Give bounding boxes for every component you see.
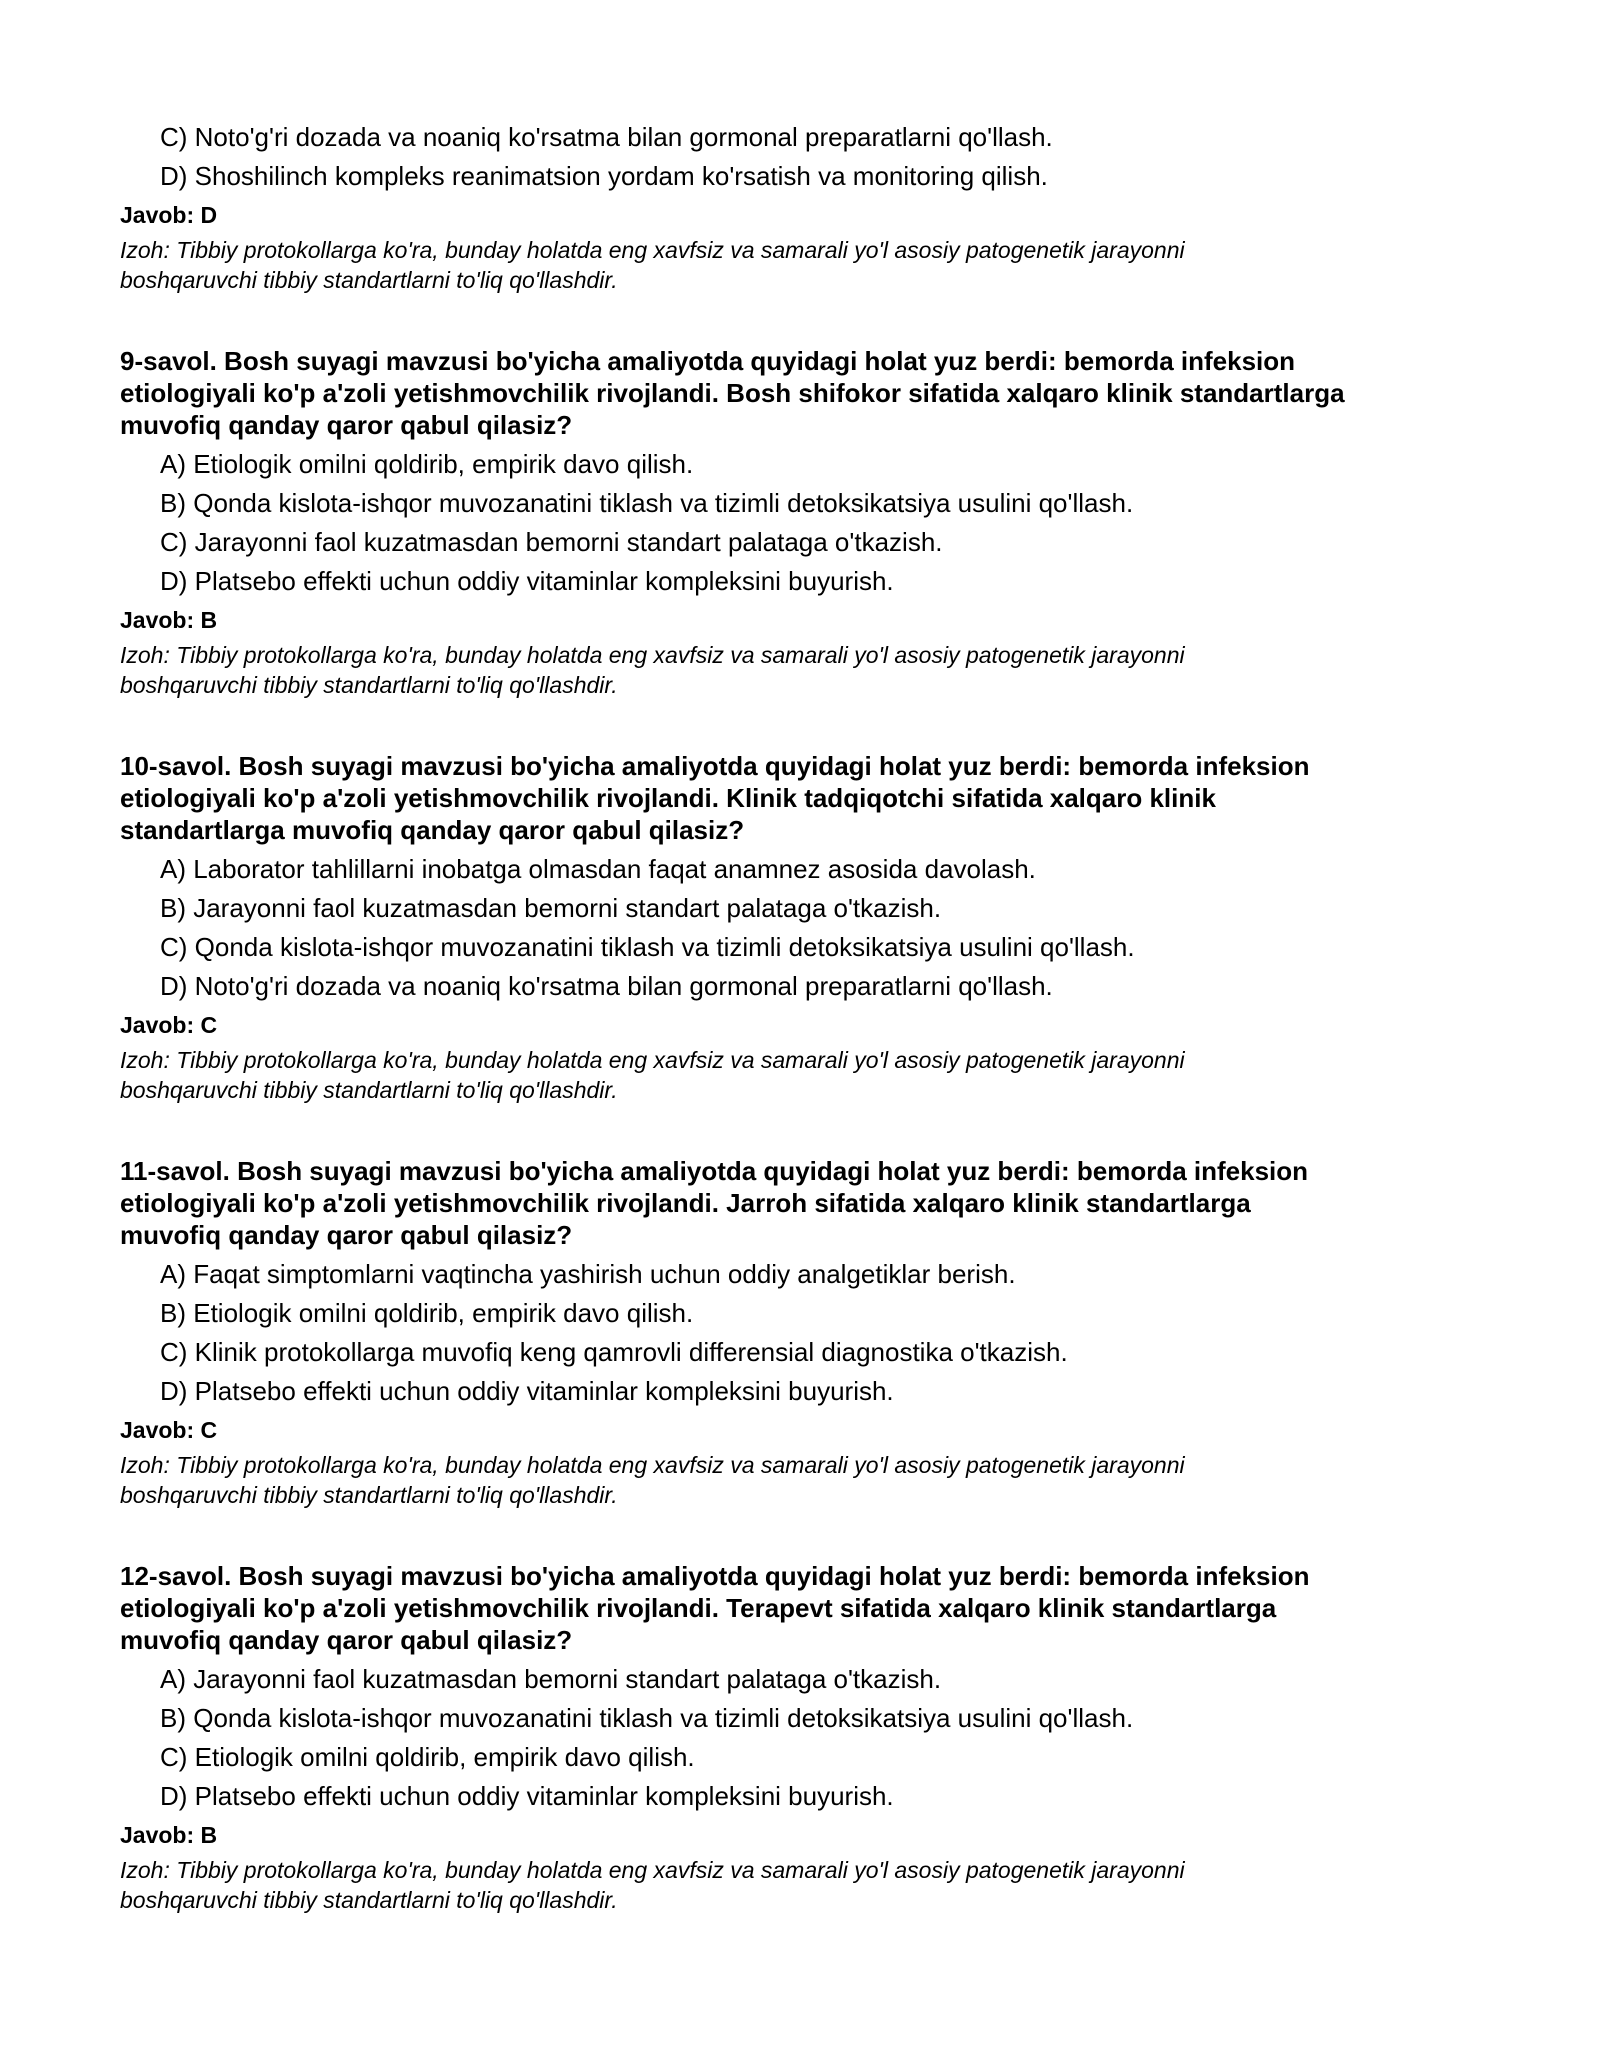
question-line: muvofiq qanday qaror qabul qilasiz? <box>120 1625 573 1655</box>
question-line: 9-savol. Bosh suyagi mavzusi bo'yicha amaliyotda quyidagi holat yuz berdi: bemorda infeksion <box>120 346 1296 376</box>
explanation <box>120 1855 1490 1915</box>
option-a: A) Faqat simptomlarni vaqtincha yashirish uchun oddiy analgetiklar berish. <box>160 1259 1016 1289</box>
question-text <box>120 1155 1490 1251</box>
question-9 <box>120 345 1490 700</box>
explanation-line: Izoh: Tibbiy protokollarga ko'ra, bunday holatda eng xavfsiz va samarali yo'l asosiy patogenetik jarayonni <box>120 237 1185 263</box>
option-a: A) Etiologik omilni qoldirib, empirik davo qilish. <box>160 449 694 479</box>
answer: Javob: D <box>120 202 218 228</box>
question-line: etiologiyali ko'p a'zoli yetishmovchilik rivojlandi. Klinik tadqiqotchi sifatida xalqaro klinik <box>120 783 1216 813</box>
question-8-continuation <box>120 118 1490 295</box>
question-line: 11-savol. Bosh suyagi mavzusi bo'yicha amaliyotda quyidagi holat yuz berdi: bemorda infeksion <box>120 1156 1309 1186</box>
option-b: B) Jarayonni faol kuzatmasdan bemorni standart palataga o'tkazish. <box>160 893 942 923</box>
question-line: muvofiq qanday qaror qabul qilasiz? <box>120 410 573 440</box>
explanation-line: boshqaruvchi tibbiy standartlarni to'liq qo'llashdir. <box>120 1482 618 1508</box>
option-c: C) Klinik protokollarga muvofiq keng qamrovli differensial diagnostika o'tkazish. <box>160 1337 1068 1367</box>
answer: Javob: C <box>120 1012 218 1038</box>
question-line: etiologiyali ko'p a'zoli yetishmovchilik rivojlandi. Jarroh sifatida xalqaro klinik standartlarga <box>120 1188 1251 1218</box>
option-b: B) Etiologik omilni qoldirib, empirik davo qilish. <box>160 1298 694 1328</box>
answer: Javob: B <box>120 607 218 633</box>
option-a: A) Laborator tahlillarni inobatga olmasdan faqat anamnez asosida davolash. <box>160 854 1036 884</box>
option-c: C) Noto'g'ri dozada va noaniq ko'rsatma bilan gormonal preparatlarni qo'llash. <box>160 122 1053 152</box>
question-12 <box>120 1560 1490 1915</box>
document-page <box>120 118 1490 1915</box>
explanation-line: Izoh: Tibbiy protokollarga ko'ra, bunday holatda eng xavfsiz va samarali yo'l asosiy patogenetik jarayonni <box>120 1047 1185 1073</box>
explanation <box>120 235 1490 295</box>
explanation <box>120 1450 1490 1510</box>
explanation-line: boshqaruvchi tibbiy standartlarni to'liq qo'llashdir. <box>120 672 618 698</box>
explanation <box>120 1045 1490 1105</box>
option-c: C) Qonda kislota-ishqor muvozanatini tiklash va tizimli detoksikatsiya usulini qo'llash. <box>160 932 1135 962</box>
question-10 <box>120 750 1490 1105</box>
option-c: C) Etiologik omilni qoldirib, empirik davo qilish. <box>160 1742 695 1772</box>
question-line: 10-savol. Bosh suyagi mavzusi bo'yicha amaliyotda quyidagi holat yuz berdi: bemorda infeksion <box>120 751 1310 781</box>
answer: Javob: C <box>120 1417 218 1443</box>
option-b: B) Qonda kislota-ishqor muvozanatini tiklash va tizimli detoksikatsiya usulini qo'llash. <box>160 488 1134 518</box>
explanation-line: Izoh: Tibbiy protokollarga ko'ra, bunday holatda eng xavfsiz va samarali yo'l asosiy patogenetik jarayonni <box>120 642 1185 668</box>
question-line: etiologiyali ko'p a'zoli yetishmovchilik rivojlandi. Bosh shifokor sifatida xalqaro klinik standartlarga <box>120 378 1345 408</box>
option-d: D) Shoshilinch kompleks reanimatsion yordam ko'rsatish va monitoring qilish. <box>160 161 1048 191</box>
question-text <box>120 1560 1490 1656</box>
answer: Javob: B <box>120 1822 218 1848</box>
option-d: D) Noto'g'ri dozada va noaniq ko'rsatma bilan gormonal preparatlarni qo'llash. <box>160 971 1053 1001</box>
question-line: 12-savol. Bosh suyagi mavzusi bo'yicha amaliyotda quyidagi holat yuz berdi: bemorda infeksion <box>120 1561 1310 1591</box>
question-line: etiologiyali ko'p a'zoli yetishmovchilik rivojlandi. Terapevt sifatida xalqaro klinik standartlarga <box>120 1593 1277 1623</box>
explanation-line: boshqaruvchi tibbiy standartlarni to'liq qo'llashdir. <box>120 1077 618 1103</box>
question-text <box>120 345 1490 441</box>
option-d: D) Platsebo effekti uchun oddiy vitaminlar kompleksini buyurish. <box>160 1781 894 1811</box>
question-line: muvofiq qanday qaror qabul qilasiz? <box>120 1220 573 1250</box>
option-a: A) Jarayonni faol kuzatmasdan bemorni standart palataga o'tkazish. <box>160 1664 942 1694</box>
explanation-line: boshqaruvchi tibbiy standartlarni to'liq qo'llashdir. <box>120 1887 618 1913</box>
option-c: C) Jarayonni faol kuzatmasdan bemorni standart palataga o'tkazish. <box>160 527 943 557</box>
explanation-line: Izoh: Tibbiy protokollarga ko'ra, bunday holatda eng xavfsiz va samarali yo'l asosiy patogenetik jarayonni <box>120 1452 1185 1478</box>
explanation <box>120 640 1490 700</box>
option-d: D) Platsebo effekti uchun oddiy vitaminlar kompleksini buyurish. <box>160 1376 894 1406</box>
option-b: B) Qonda kislota-ishqor muvozanatini tiklash va tizimli detoksikatsiya usulini qo'llash. <box>160 1703 1134 1733</box>
question-text <box>120 750 1490 846</box>
question-11 <box>120 1155 1490 1510</box>
question-line: standartlarga muvofiq qanday qaror qabul qilasiz? <box>120 815 745 845</box>
explanation-line: Izoh: Tibbiy protokollarga ko'ra, bunday holatda eng xavfsiz va samarali yo'l asosiy patogenetik jarayonni <box>120 1857 1185 1883</box>
explanation-line: boshqaruvchi tibbiy standartlarni to'liq qo'llashdir. <box>120 267 618 293</box>
option-d: D) Platsebo effekti uchun oddiy vitaminlar kompleksini buyurish. <box>160 566 894 596</box>
